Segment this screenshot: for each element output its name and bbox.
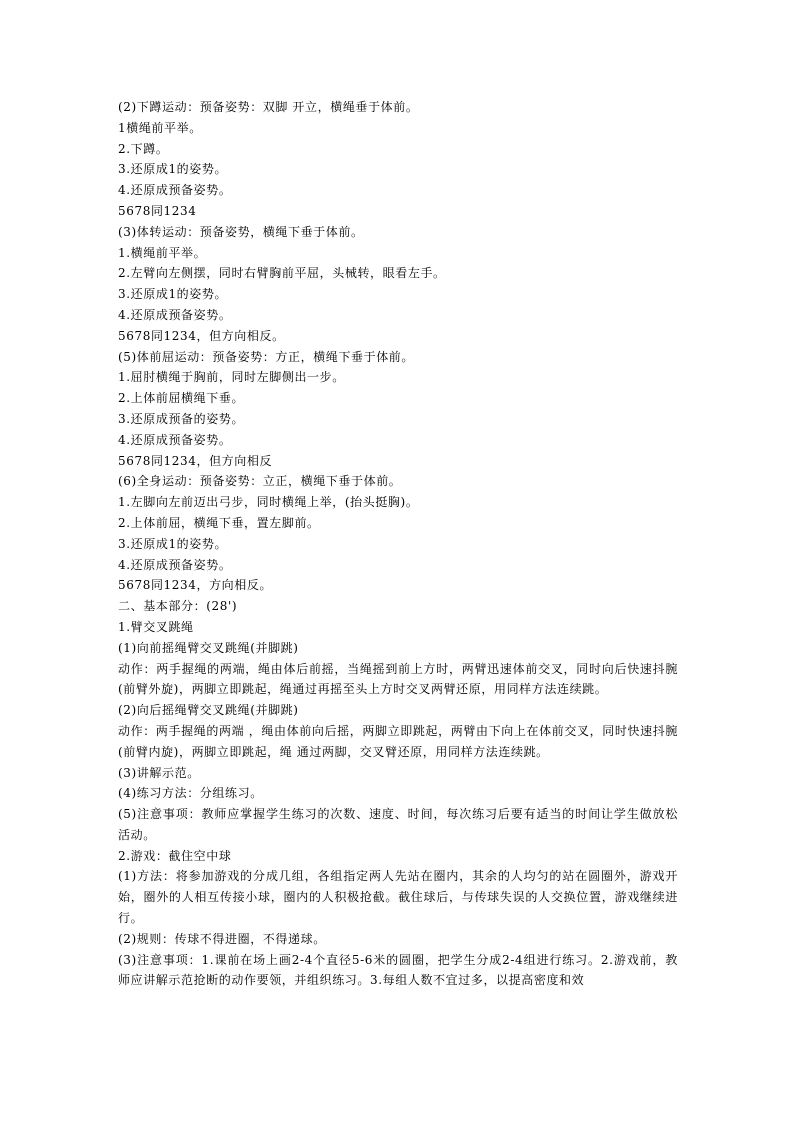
paragraph: 动作：两手握绳的两端，绳由体后前摇，当绳摇到前上方时，两臂迅速体前交叉，同时向后快速抖腕(前臂外旋)，两脚立即跳起，绳通过再摇至头上方时交叉两臂还原，用同样方法连续跳。: [118, 661, 678, 697]
paragraph: (2)向后摇绳臂交叉跳绳(并脚跳): [118, 703, 299, 718]
text-line: (5)体前屈运动：预备姿势：方正，横绳下垂于体前。: [118, 349, 414, 364]
text-line: 2.左臂向左侧摆，同时右臂胸前平屈，头械转，眼看左手。: [118, 266, 446, 281]
text-line: 3.还原成1的姿势。: [118, 536, 228, 551]
text-line: 3.还原成预备的姿势。: [118, 411, 245, 426]
text-line: 3.还原成1的姿势。: [118, 162, 228, 177]
paragraph: (3)讲解示范。: [118, 765, 200, 780]
text-line: (1)向前摇绳臂交叉跳绳(并脚跳): [118, 640, 299, 655]
text-line: (2)下蹲运动：预备姿势：双脚 开立，横绳垂于体前。: [118, 100, 419, 114]
text-line: 4.还原成预备姿势。: [118, 557, 232, 572]
text-line: 1.左脚向左前迈出弓步，同时横绳上举，(抬头挺胸)。: [118, 495, 419, 510]
text-line: 3.还原成1的姿势。: [118, 287, 228, 302]
text-line: 4.还原成预备姿势。: [118, 432, 232, 447]
section-heading: 二、基本部分：(28'): [118, 599, 238, 614]
text-line: 4.还原成预备姿势。: [118, 307, 232, 322]
text-line: 5678同1234: [118, 203, 197, 218]
text-line: 2.下蹲。: [118, 141, 169, 156]
subsection-heading: 2.游戏：截住空中球: [118, 848, 232, 863]
paragraph: (3)注意事项：1.课前在场上画2-4个直径5-6米的圆圈，把学生分成2-4组进行练习。2.游戏前，教师应讲解示范抢断的动作要领，并组织练习。3.每组人数不宜过多，以提高密度和效: [118, 952, 678, 988]
text-line: 5678同1234，但方向相反: [118, 453, 273, 468]
text-line: 5678同1234，方向相反。: [118, 578, 273, 593]
text-line: 1横绳前平举。: [118, 120, 202, 135]
text-line: (6)全身运动：预备姿势：立正，横绳下垂于体前。: [118, 474, 402, 489]
paragraph: 动作：两手握绳的两端 ，绳由体前向后摇，两脚立即跳起，两臂由下向上在体前交叉，同时快速抖腕(前臂内旋)，两脚立即跳起，绳 通过两脚，交叉臂还原，用同样方法连续跳。: [118, 723, 678, 759]
subsection-heading: 1.臂交叉跳绳: [118, 619, 194, 634]
paragraph: (4)练习方法：分组练习。: [118, 786, 263, 801]
text-line: (3)体转运动：预备姿势，横绳下垂于体前。: [118, 224, 364, 239]
text-line: 2.上体前屈，横绳下垂，置左脚前。: [118, 515, 320, 530]
text-line: 5678同1234，但方向相反。: [118, 328, 285, 343]
document-page: [118, 97, 678, 991]
text-line: 1.横绳前平举。: [118, 245, 207, 260]
paragraph: (1)方法：将参加游戏的分成几组，各组指定两人先站在圈内，其余的人均匀的站在圆圈外，游戏开始，圈外的人相互传接小球，圈内的人积极抢截。截住球后，与传球失误的人交换位置，游戏继续进行。: [118, 869, 678, 926]
text-line: 1.屈肘横绳于胸前，同时左脚侧出一步。: [118, 370, 345, 385]
paragraph: (2)规则：传球不得进圈，不得递球。: [118, 931, 326, 946]
text-line: 2.上体前屈横绳下垂。: [118, 391, 245, 406]
text-line: 4.还原成预备姿势。: [118, 183, 232, 198]
paragraph: (5)注意事项：教师应掌握学生练习的次数、速度、时间，每次练习后要有适当的时间让学生做放松活动。: [118, 807, 678, 842]
